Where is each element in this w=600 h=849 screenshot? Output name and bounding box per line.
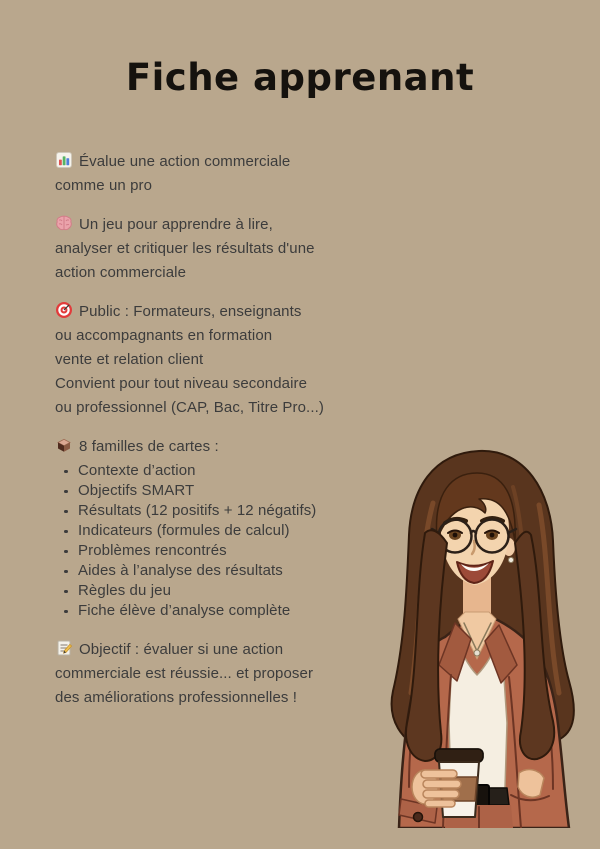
intro-text: Évalue une action commerciale bbox=[79, 153, 291, 170]
list-item: Règles du jeu bbox=[55, 581, 393, 601]
hand-in-pocket bbox=[518, 770, 544, 798]
text-line: action commerciale bbox=[55, 264, 187, 281]
text-line bbox=[55, 638, 393, 662]
list-item: Contexte d’action bbox=[55, 461, 393, 481]
text-line bbox=[55, 150, 393, 174]
text-line: vente et relation client bbox=[55, 351, 204, 368]
game-pitch-block bbox=[55, 213, 393, 285]
earring bbox=[508, 557, 513, 562]
card-families-block bbox=[55, 435, 393, 621]
woman-illustration bbox=[363, 443, 600, 828]
card-box-emoji-icon bbox=[55, 436, 73, 454]
target-emoji-icon bbox=[55, 301, 73, 319]
content-column bbox=[55, 150, 393, 725]
objective-text: Objectif : évaluer si une action bbox=[79, 641, 284, 658]
text-line: ou professionnel (CAP, Bac, Titre Pro...) bbox=[55, 399, 324, 416]
list-item: Objectifs SMART bbox=[55, 481, 393, 501]
objective-block bbox=[55, 638, 393, 710]
list-item: Résultats (12 positifs + 12 négatifs) bbox=[55, 501, 393, 521]
list-item: Problèmes rencontrés bbox=[55, 541, 393, 561]
audience-text: Public : Formateurs, enseignants bbox=[79, 303, 302, 320]
text-line: analyser et critiquer les résultats d'une bbox=[55, 240, 315, 257]
audience-block bbox=[55, 300, 393, 420]
bar-chart-emoji-icon bbox=[55, 151, 73, 169]
text-line: commerciale est réussie... et proposer bbox=[55, 665, 314, 682]
jacket-button bbox=[414, 813, 423, 822]
page-title: Fiche apprenant bbox=[125, 56, 475, 99]
card-families-list bbox=[55, 461, 393, 621]
brain-emoji-icon bbox=[55, 214, 73, 232]
list-item: Aides à l’analyse des résultats bbox=[55, 561, 393, 581]
memo-emoji-icon bbox=[55, 639, 73, 657]
list-item: Fiche élève d’analyse complète bbox=[55, 601, 393, 621]
list-item: Indicateurs (formules de calcul) bbox=[55, 521, 393, 541]
card-families-heading: 8 familles de cartes : bbox=[55, 435, 393, 459]
hand-holding-cup bbox=[412, 770, 461, 807]
text-line bbox=[55, 300, 393, 324]
intro-block bbox=[55, 150, 393, 198]
text-line: Convient pour tout niveau secondaire bbox=[55, 375, 308, 392]
text-line: comme un pro bbox=[55, 177, 153, 194]
text-line bbox=[55, 213, 393, 237]
text-line: des améliorations professionnelles ! bbox=[55, 689, 298, 706]
game-pitch-text: Un jeu pour apprendre à lire, bbox=[79, 216, 273, 233]
text-line: ou accompagnants en formation bbox=[55, 327, 273, 344]
